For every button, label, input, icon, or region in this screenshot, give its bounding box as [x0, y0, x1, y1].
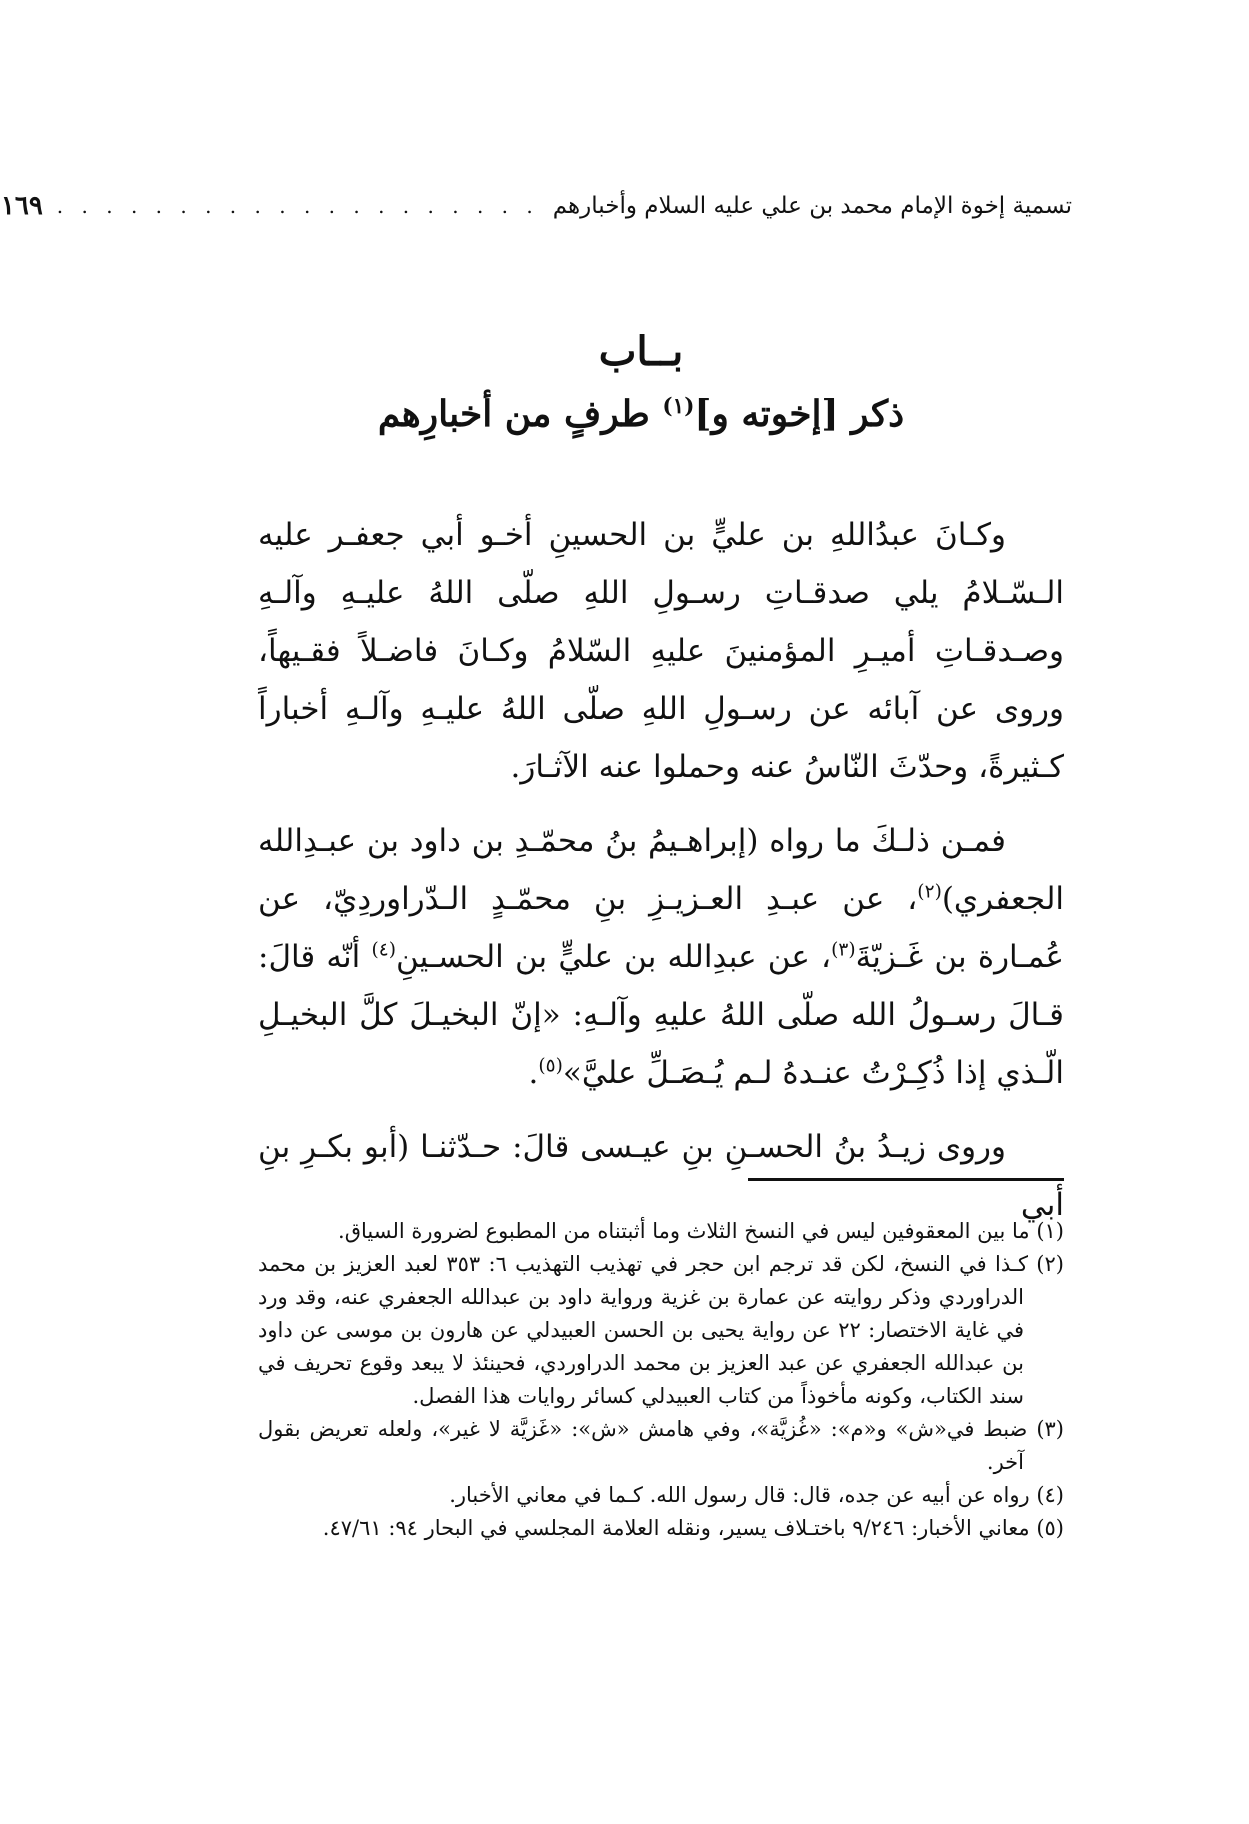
- footnote-ref-5: (٥): [538, 1055, 563, 1077]
- footnotes: [258, 1215, 1064, 1545]
- chapter-title: [210, 393, 1072, 435]
- chapter-label: بــاب: [598, 328, 684, 375]
- running-header: [0, 186, 1072, 226]
- footnote-2: (٢) كـذا في النسخ، لكن قد ترجم ابن حجر في تهذيب التهذيب ٦: ٣٥٣ لعبد العزيز بن محمد الدراوردي وذكر روايته عن عمارة بن غزية ورواية داود بن عبدالله الجعفري عنه، وقد ورد في غاية الاختصار: ٢٢ عن رواية يحيى بن الحسن العبيدلي عن هارون بن موسى عن داود بن عبدالله الجعفري عن عبد العزيز بن محمد الدراوردي، فحينئذ لا يبعد وقوع تحريف في سند الكتاب، وكونه مأخوذاً من كتاب العبيدلي كسائر روايات هذا الفصل.: [258, 1252, 1064, 1408]
- footnote-ref-2: (٢): [917, 881, 942, 903]
- running-header-dots: . . . . . . . . . . . . . . . . . . . .: [56, 194, 539, 218]
- footnote-3: (٣) ضبط في«ش» و«م»: «غُزيَّة»، وفي هامش «ش»: «غَزيَّة لا غير»، ولعله تعريض بقول آخر.: [258, 1417, 1064, 1474]
- footnote-ref-1: (١): [662, 394, 695, 419]
- body-text: [258, 506, 1064, 1234]
- chapter-title-text: ذكر [إخوته و]: [694, 393, 905, 435]
- paragraph-2-part-c: ، عن عبدِالله بن عليٍّ بن الحسـينِ: [396, 939, 832, 975]
- footnote-divider: [748, 1178, 1064, 1181]
- chapter-title-tail: طرفٍ من أخبارِهم: [377, 393, 663, 435]
- paragraph-2-part-e: .: [528, 1055, 539, 1091]
- footnote-5: (٥) معاني الأخبار: ٩/٢٤٦ باختـلاف يسير، ونقله العلامة المجلسي في البحار ٩٤: ٤٧/٦١.: [322, 1516, 1064, 1540]
- footnote-ref-3: (٣): [831, 939, 856, 961]
- running-header-title: تسمية إخوة الإمام محمد بن علي عليه السلام وأخبارهم: [552, 193, 1072, 219]
- paragraph-2-part-a: فمـن ذلـكَ ما رواه (إبراهـيمُ بنُ محمّـدِ بن داود بن عبـدِالله الجعفري): [258, 823, 1064, 917]
- paragraph-2-part-d: أنّه قالَ: قـالَ رسـولُ الله صلّى اللهُ عليهِ وآلـهِ: «إنّ البخيـلَ كلَّ البخيـلِ الّـذي إذا ذُكِـرْتُ عنـدهُ لـم يُـصَـلِّ عليَّ»: [258, 939, 1064, 1091]
- footnote-1: (١) ما بين المعقوفين ليس في النسخ الثلاث وما أثبتناه من المطبوع لضرورة السياق.: [338, 1219, 1064, 1243]
- page-number: ١٦٩: [0, 191, 43, 221]
- footnote-ref-4: (٤): [371, 939, 396, 961]
- paragraph-2: [258, 812, 1064, 1102]
- paragraph-1: وكـانَ عبدُاللهِ بن عليٍّ بن الحسينِ أخـو أبي جعفـر عليه الـسّـلامُ يلي صدقـاتِ رسـولِ اللهِ صلّى اللهُ عليـهِ وآلـهِ وصـدقـاتِ أميـرِ المؤمنينَ عليهِ السّلامُ وكـانَ فاضـلاً فقـيهاً، وروى عن آبائه عن رسـولِ اللهِ صلّى اللهُ عليـهِ وآلـهِ أخباراً كـثيرةً، وحدّثَ النّاسُ عنه وحملوا عنه الآثـارَ.: [258, 517, 1064, 785]
- paragraph-3: وروى زيـدُ بنُ الحسـنِ بنِ عيـسى قالَ: حـدّثنـا (أبو بكـرِ بنِ أبي: [258, 1129, 1064, 1223]
- footnote-4: (٤) رواه عن أبيه عن جده، قال: قال رسول الله. كـما في معاني الأخبار.: [449, 1483, 1064, 1507]
- paragraph-2-part-b: ، عن عبـدِ العـزيـزِ بنِ محمّـدٍ الـدّراوردِيّ، عن عُمـارة بن غَـزيّةَ: [258, 881, 1064, 975]
